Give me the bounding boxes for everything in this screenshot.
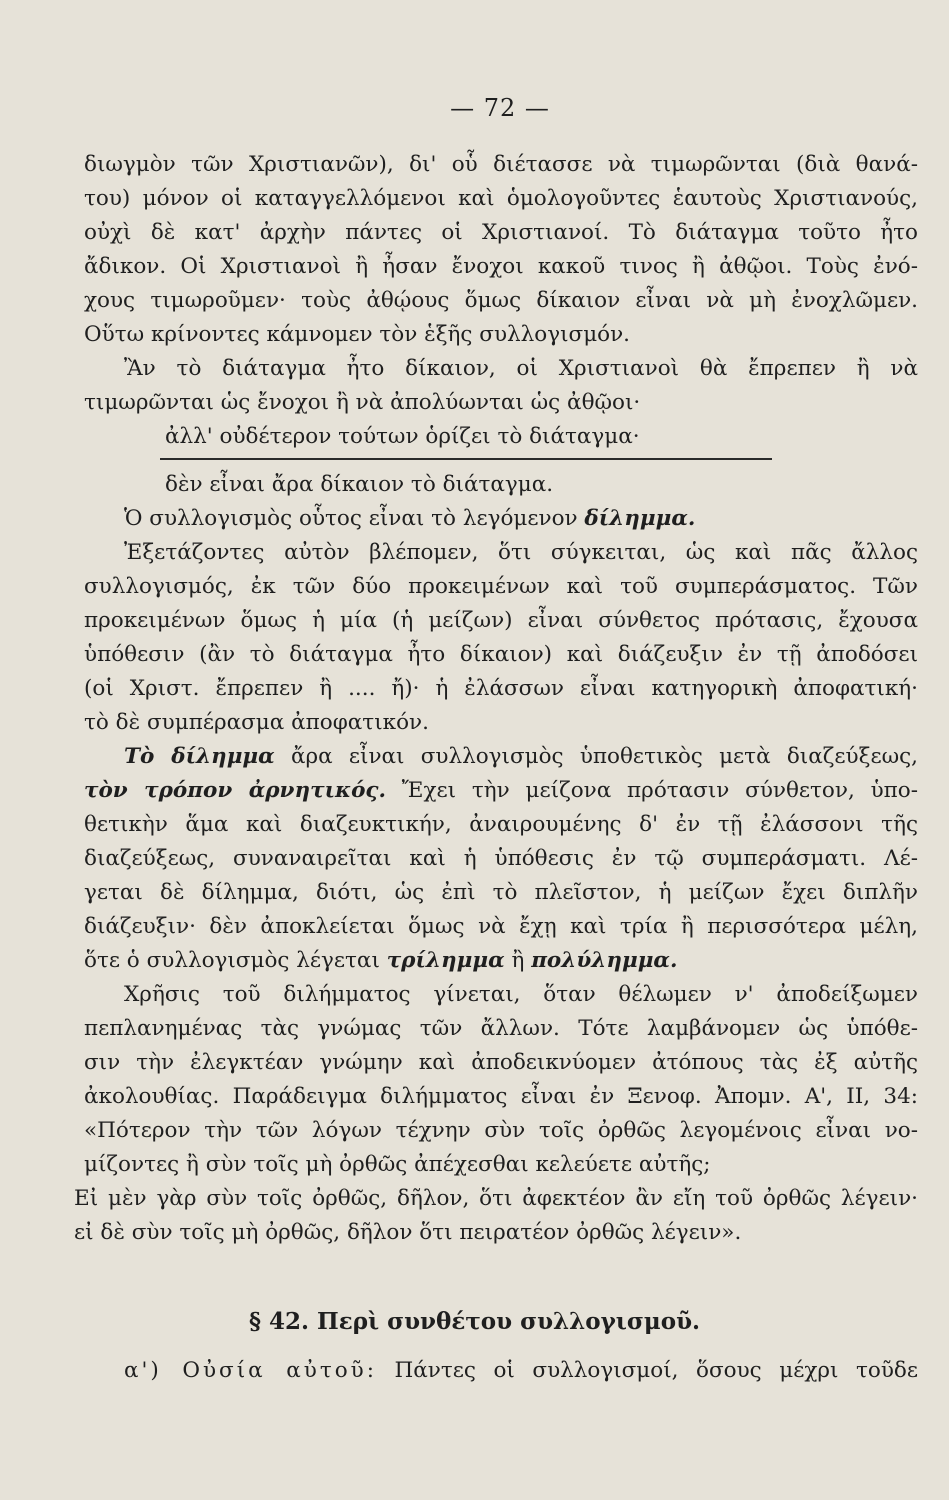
- quote-line: Εἰ μὲν γὰρ σὺν τοῖς ὀρθῶς, δῆλον, ὅτι ἀφεκτέον ἂν εἴη τοῦ ὀρθῶς λέγειν·: [74, 1186, 918, 1211]
- section-heading: § 42. Περὶ συνθέτου συλλογισμοῦ.: [248, 1308, 701, 1335]
- paragraph-line: Ἐξετάζοντες αὐτὸν βλέπομεν, ὅτι σύγκειται, ὡς καὶ πᾶς ἄλλος: [124, 540, 918, 565]
- paragraph-line: διάζευξιν· δὲν ἀποκλείεται ὅμως νὰ ἔχῃ καὶ τρία ἢ περισσότερα μέλη,: [84, 914, 918, 939]
- paragraph-text: Πάντες οἱ συλλογισμοί, ὅσους μέχρι τοῦδε: [376, 1358, 918, 1383]
- syllogism-conclusion: δὲν εἶναι ἄρα δίκαιον τὸ διάταγμα.: [165, 472, 554, 497]
- paragraph-text: ὅτε ὁ συλλογισμὸς λέγεται: [84, 948, 387, 973]
- major-premise-line: τιμωρῶνται ὡς ἔνοχοι ἢ νὰ ἀπολύωνται ὡς ἀθῷοι·: [84, 390, 641, 415]
- text-line: Οὕτω κρίνοντες κάμνομεν τὸν ἑξῆς συλλογισμόν.: [84, 322, 631, 347]
- text-line: ἄδικον. Οἱ Χριστιανοὶ ἢ ἦσαν ἔνοχοι κακοῦ τινος ἢ ἀθῷοι. Τοὺς ἐνό-: [84, 254, 918, 279]
- paragraph-line: προκειμένων ὅμως ἡ μία (ἡ μείζων) εἶναι σύνθετος πρότασις, ἔχουσα: [84, 608, 918, 633]
- paragraph-line: διαζεύξεως, συναναιρεῖται καὶ ἡ ὑπόθεσις ἐν τῷ συμπεράσματι. Λέ-: [84, 846, 918, 871]
- paragraph-text: ἄρα εἶναι συλλογισμὸς ὑποθετικὸς μετὰ διαζεύξεως,: [274, 744, 918, 769]
- paragraph-line: συλλογισμός, ἐκ τῶν δύο προκειμένων καὶ τοῦ συμπεράσματος. Τῶν: [84, 574, 918, 599]
- term-polylemma: πολύλημμα.: [531, 948, 678, 973]
- term-negative-mode: τὸν τρόπον ἀρνητικός.: [84, 778, 387, 803]
- paragraph-line: (οἱ Χριστ. ἔπρεπεν ἢ .... ἤ)· ἡ ἐλάσσων εἶναι κατηγορικὴ ἀποφατική·: [84, 676, 918, 701]
- quote-line: εἰ δὲ σὺν τοῖς μὴ ὀρθῶς, δῆλον ὅτι πειρατέον ὀρθῶς λέγειν».: [74, 1220, 742, 1245]
- paragraph-line: [84, 776, 918, 806]
- paragraph-line: Χρῆσις τοῦ διλήμματος γίνεται, ὅταν θέλωμεν ν' ἀποδείξωμεν: [124, 982, 918, 1007]
- text-line: χους τιμωροῦμεν· τοὺς ἀθῴους ὅμως δίκαιον εἶναι νὰ μὴ ἐνοχλῶμεν.: [84, 288, 918, 313]
- paragraph-text: Ἔχει τὴν μείζονα πρότασιν σύνθετον, ὑπο-: [386, 778, 918, 803]
- paragraph-line: [124, 742, 918, 772]
- paragraph-line: γεται δὲ δίλημμα, διότι, ὡς ἐπὶ τὸ πλεῖστον, ἡ μείζων ἔχει διπλῆν: [84, 880, 918, 905]
- paragraph-text: Ὁ συλλογισμὸς οὗτος εἶναι τὸ λεγόμενον: [124, 506, 585, 531]
- paragraph-text: ἢ: [504, 948, 532, 973]
- paragraph-line: [124, 504, 918, 534]
- paragraph-line: [84, 946, 918, 976]
- major-premise-line: Ἂν τὸ διάταγμα ἦτο δίκαιον, οἱ Χριστιανοὶ θὰ ἔπρεπεν ἢ νὰ: [124, 356, 918, 381]
- text-line: του) μόνον οἱ καταγγελλόμενοι καὶ ὁμολογοῦντες ἑαυτοὺς Χριστιανούς,: [84, 186, 918, 211]
- text-line: διωγμὸν τῶν Χριστιανῶν), δι' οὗ διέτασσε νὰ τιμωρῶνται (διὰ θανά-: [84, 152, 918, 177]
- paragraph-line: τὸ δὲ συμπέρασμα ἀποφατικόν.: [84, 710, 429, 735]
- paragraph-line: ἀκολουθίας. Παράδειγμα διλήμματος εἶναι ἐν Ξενοφ. Ἀπομν. Α', ΙΙ, 34:: [84, 1084, 918, 1109]
- syllogism-divider-rule: [160, 458, 772, 460]
- paragraph-line: [124, 1356, 918, 1386]
- paragraph-line: πεπλανημένας τὰς γνώμας τῶν ἄλλων. Τότε λαμβάνομεν ὡς ὑπόθε-: [84, 1016, 918, 1041]
- minor-premise: ἀλλ' οὐδέτερον τούτων ὁρίζει τὸ διάταγμα·: [165, 424, 640, 449]
- subsection-label: α') Οὐσία αὐτοῦ:: [124, 1358, 377, 1383]
- paragraph-line: σιν τὴν ἐλεγκτέαν γνώμην καὶ ἀποδεικνύομεν ἀτόπους τὰς ἐξ αὐτῆς: [84, 1050, 918, 1075]
- term-trilemma: τρίλημμα: [386, 948, 505, 973]
- paragraph-line: ὑπόθεσιν (ἂν τὸ διάταγμα ἦτο δίκαιον) καὶ διάζευξιν ἐν τῇ ἀποδόσει: [84, 642, 918, 667]
- quote-line: μίζοντες ἢ σὺν τοῖς μὴ ὀρθῶς ἀπέχεσθαι κελεύετε αὐτῆς;: [84, 1152, 711, 1177]
- text-line: οὐχὶ δὲ κατ' ἀρχὴν πάντες οἱ Χριστιανοί. Τὸ διάταγμα τοῦτο ἦτο: [84, 220, 918, 245]
- page-number: — 72 —: [450, 94, 550, 122]
- paragraph-line: θετικὴν ἅμα καὶ διαζευκτικήν, ἀναιρουμένης δ' ἐν τῇ ἐλάσσονι τῆς: [84, 812, 918, 837]
- quote-line: «Πότερον τὴν τῶν λόγων τέχνην σὺν τοῖς ὀρθῶς λεγομένοις εἶναι νο-: [84, 1118, 918, 1143]
- term-dilemma: δίλημμα.: [584, 506, 696, 531]
- term-dilemma: Τὸ δίλημμα: [124, 744, 275, 769]
